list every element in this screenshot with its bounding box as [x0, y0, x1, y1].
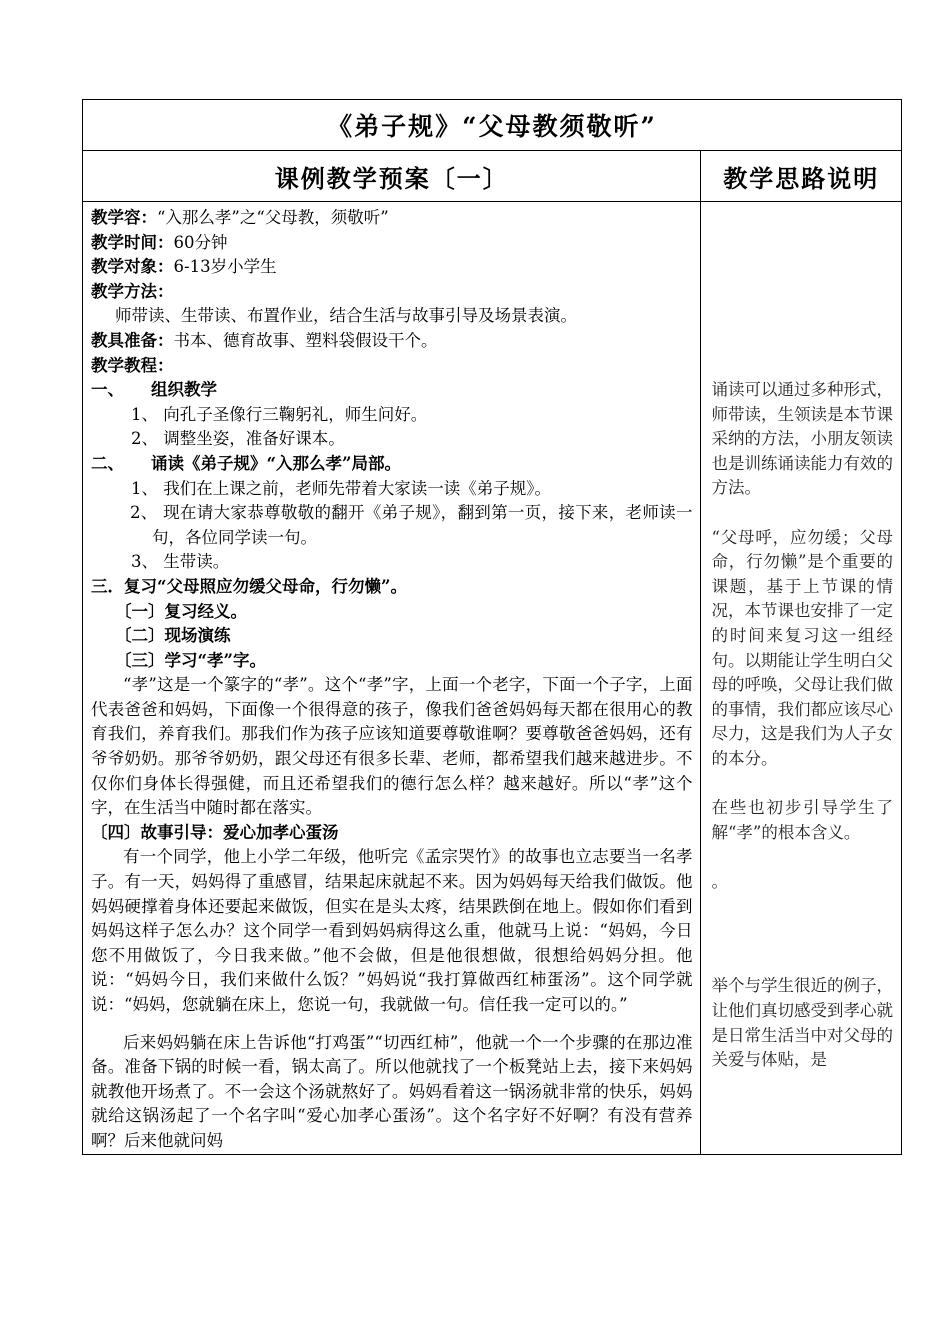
- content-value: “入那么孝”之“父母教，须敬听”: [157, 208, 389, 227]
- process-label: 教学教程：: [91, 355, 174, 375]
- method-value: 师带读、生带读、布置作业，结合生活与故事引导及场景表演。: [115, 306, 577, 326]
- tools-value: 书本、德育故事、塑料袋假设干个。: [173, 330, 438, 350]
- note-example: 举个与学生很近的例子，让他们真切感受到孝心就是日常生活当中对父母的关爱与体贴，是: [711, 976, 893, 1070]
- lesson-plan-page: [82, 99, 902, 1155]
- list-item: 3、 生带读。: [131, 552, 230, 572]
- note-reading-methods: 诵读可以通过多种形式，师带读，生领读是本节课采纳的方法，小朋友领读也是训练诵读能力有效的方法。: [711, 380, 893, 498]
- section-3-sub-3: 〔三〕学习“孝”字。: [115, 650, 266, 670]
- section-2-number: 二、: [91, 453, 124, 473]
- section-1-title: 组织教学: [151, 380, 217, 400]
- content-line: [91, 206, 692, 231]
- tools-label: 教具准备：: [91, 330, 174, 350]
- section-4-title: 〔四〕故事引导：爱心加孝心蛋汤: [91, 822, 339, 842]
- time-label: 教学时间：: [91, 232, 174, 252]
- lesson-plan-table: [82, 99, 902, 1155]
- note-review: “父母呼，应勿缓；父母命，行勿懒”是个重要的课题，基于上节课的情况，本节课也安排了一定的时间来复习这一组经句。以期能让学生明白父母的呼唤，父母让我们做的事情，我们都应该尽心尽力，这是我们为人子女的本分。: [711, 527, 893, 768]
- method-label: 教学方法：: [91, 281, 174, 301]
- target-line: [91, 255, 692, 280]
- section-2-heading: [91, 452, 692, 477]
- list-item: 1、 向孔子圣像行三鞠躬礼，师生问好。: [131, 404, 428, 424]
- lesson-content-cell: [83, 202, 701, 1155]
- section-1-number: 一、: [91, 380, 124, 400]
- section-3-sub-2: 〔二〕现场演练: [115, 626, 231, 646]
- teaching-notes-heading: 教学思路说明: [701, 151, 902, 202]
- section-1-heading: [91, 378, 692, 403]
- list-item: 1、 我们在上课之前，老师先带着大家读一读《弟子规》。: [131, 478, 551, 498]
- list-item: 2、 现在请大家恭尊敬敬的翻开《弟子规》，翻到第一页，接下来，老师读一句，各位同学读一句。: [130, 503, 693, 547]
- section-3-sub-1: 〔一〕复习经义。: [115, 601, 247, 621]
- document-title: 《弟子规》“父母教须敬听”: [83, 100, 902, 151]
- target-value: 6-13岁小学生: [173, 257, 277, 277]
- lesson-plan-heading: 课例教学预案〔一〕: [83, 151, 701, 202]
- section-3-title: 三．复习“父母照应勿缓父母命，行勿懒”。: [91, 576, 407, 596]
- time-line: [91, 231, 692, 256]
- note-filial-meaning: 在些也初步引导学生了解“孝”的根本含义。: [711, 798, 893, 842]
- note-period: 。: [711, 871, 728, 891]
- story-paragraph-2: 后来妈妈躺在床上告诉他“打鸡蛋”“切西红柿”，他就一个一个步骤的在那边准备。准备下锅的时候一看，锅太高了。所以他就找了一个板凳站上去，接下来妈妈就教他开场煮了。不一会这个汤就熬好了。妈妈看着这一锅汤就非常的快乐，妈妈就给这锅汤起了一个名字叫“爱心加孝心蛋汤”。这个名字好不好啊？有没有营养啊？后来他就问妈: [91, 1032, 693, 1150]
- section-3-paragraph: “孝”这是一个篆字的“孝”。这个“孝”字，上面一个老字，下面一个子字，上面代表爸爸和妈妈，下面像一个很得意的孩子，像我们爸爸妈妈每天都在很用心的教育我们，养育我们。那我们作为孩子应该知道要尊敬谁啊？要尊敬爸爸妈妈，还有爷爷奶奶。那爷爷奶奶，跟父母还有很多长辈、老师，都希望我们越来越进步。不仅你们身体长得强健，而且还希望我们的德行怎么样？越来越好。所以“孝”这个字，在生活当中随时都在落实。: [91, 675, 693, 818]
- notes-cell: [701, 202, 902, 1155]
- story-paragraph-1: 有一个同学，他上小学二年级，他听完《孟宗哭竹》的故事也立志要当一名孝子。有一天，妈妈得了重感冒，结果起床就起不来。因为妈妈每天给我们做饭。他妈妈硬撑着身体还要起来做饭，但实在是头太疼，结果跌倒在地上。假如你们看到妈妈这样子怎么办？这个同学一看到妈妈病得这么重，他就马上说：“妈妈，今日您不用做饭了，今日我来做。”他不会做，但是他很想做，很想给妈妈分担。他说：“妈妈今日，我们来做什么饭？”妈妈说“我打算做西红柿蛋汤”。这个同学就说：“妈妈，您就躺在床上，您说一句，我就做一句。信任我一定可以的。”: [91, 847, 693, 1014]
- section-2-title: 诵读《弟子规》“入那么孝”局部。: [151, 453, 401, 473]
- content-label: 教学容：: [91, 208, 157, 227]
- time-value: 60分钟: [173, 232, 228, 252]
- tools-line: [91, 329, 692, 354]
- list-item: 2、 调整坐姿，准备好课本。: [131, 429, 345, 449]
- target-label: 教学对象：: [91, 257, 174, 277]
